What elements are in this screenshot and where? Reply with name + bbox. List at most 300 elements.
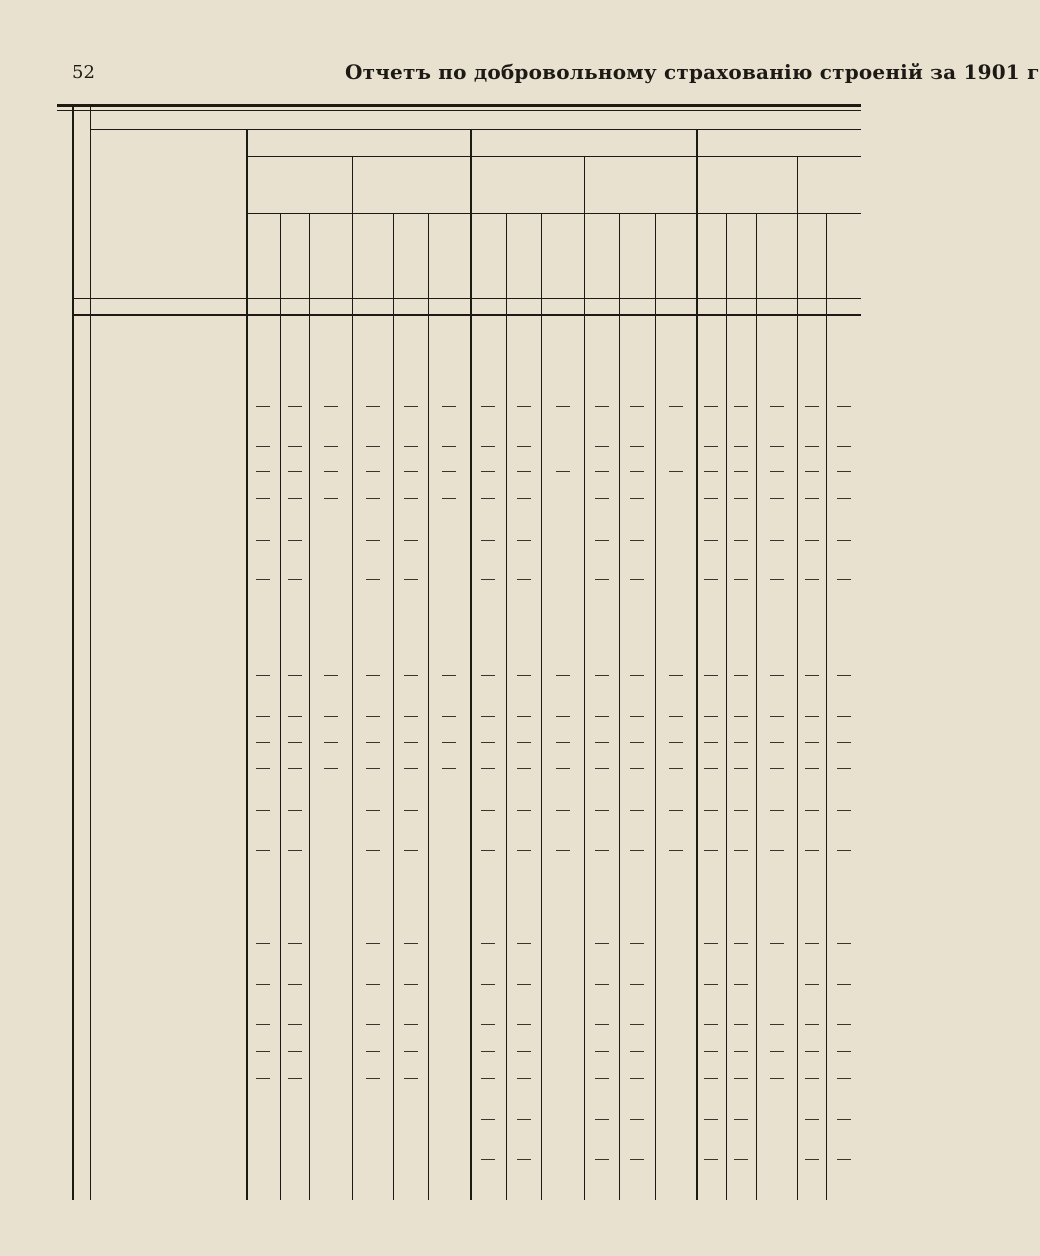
- value-cell: [657, 1136, 694, 1180]
- dash-cell: [517, 1119, 531, 1120]
- dash-cell: [734, 540, 748, 541]
- dash-cell: [256, 768, 270, 769]
- dash-cell: [704, 850, 718, 851]
- dash-cell: [805, 768, 819, 769]
- dash-cell: [324, 716, 338, 717]
- dash-cell: [704, 1024, 718, 1025]
- dash-cell: [366, 716, 380, 717]
- material-header: [352, 216, 393, 296]
- caption-rule: [90, 129, 861, 130]
- dash-cell: [442, 498, 456, 499]
- dash-cell: [704, 675, 718, 676]
- col-rule: [541, 213, 542, 1200]
- dash-cell: [366, 1051, 380, 1052]
- dash-cell: [805, 850, 819, 851]
- dash-cell: [404, 850, 418, 851]
- dash-cell: [288, 768, 302, 769]
- dash-cell: [517, 446, 531, 447]
- dash-cell: [630, 768, 644, 769]
- dash-cell: [837, 1051, 851, 1052]
- dash-cell: [404, 943, 418, 944]
- dash-cell: [288, 471, 302, 472]
- dash-cell: [837, 406, 851, 407]
- dash-cell: [481, 768, 495, 769]
- dash-cell: [404, 1051, 418, 1052]
- material-header: [726, 216, 756, 296]
- dash-cell: [481, 742, 495, 743]
- dash-cell: [734, 675, 748, 676]
- dash-cell: [837, 1024, 851, 1025]
- dash-cell: [669, 675, 683, 676]
- dash-cell: [288, 1078, 302, 1079]
- col-rule: [393, 213, 394, 1200]
- dash-cell: [442, 675, 456, 676]
- dash-cell: [595, 1051, 609, 1052]
- dash-cell: [481, 943, 495, 944]
- dash-cell: [556, 742, 570, 743]
- dash-cell: [595, 675, 609, 676]
- dash-cell: [404, 471, 418, 472]
- dash-cell: [288, 540, 302, 541]
- dash-cell: [734, 406, 748, 407]
- dash-cell: [837, 716, 851, 717]
- dash-cell: [770, 850, 784, 851]
- material-header: [428, 216, 470, 296]
- col-rule: [584, 156, 585, 1200]
- dash-cell: [288, 675, 302, 676]
- subgroup-header: [473, 164, 581, 210]
- dash-cell: [517, 1159, 531, 1160]
- dash-cell: [595, 446, 609, 447]
- dash-cell: [734, 446, 748, 447]
- dash-cell: [288, 810, 302, 811]
- dash-cell: [837, 498, 851, 499]
- dash-cell: [630, 675, 644, 676]
- dash-cell: [481, 446, 495, 447]
- dash-cell: [770, 471, 784, 472]
- dash-cell: [517, 579, 531, 580]
- dash-cell: [630, 943, 644, 944]
- dash-cell: [366, 850, 380, 851]
- dash-cell: [481, 498, 495, 499]
- dash-cell: [366, 446, 380, 447]
- dash-cell: [595, 768, 609, 769]
- col-rule: [726, 213, 727, 1200]
- dash-cell: [256, 850, 270, 851]
- dash-cell: [481, 716, 495, 717]
- dash-cell: [595, 1078, 609, 1079]
- dash-cell: [517, 810, 531, 811]
- dash-cell: [669, 810, 683, 811]
- top-rule-thin: [57, 110, 861, 111]
- dash-cell: [770, 540, 784, 541]
- dash-cell: [805, 675, 819, 676]
- dash-cell: [366, 498, 380, 499]
- col-rule: [655, 213, 656, 1200]
- top-rule-thick: [57, 104, 861, 107]
- dash-cell: [288, 446, 302, 447]
- dash-cell: [704, 1078, 718, 1079]
- dash-cell: [288, 850, 302, 851]
- dash-cell: [517, 498, 531, 499]
- dash-cell: [288, 498, 302, 499]
- dash-cell: [556, 675, 570, 676]
- page-number: 52: [72, 62, 95, 83]
- dash-cell: [481, 1051, 495, 1052]
- colnum-rule-top: [72, 298, 861, 299]
- dash-cell: [595, 850, 609, 851]
- dash-cell: [704, 579, 718, 580]
- col-rule: [797, 156, 798, 1200]
- dash-cell: [669, 471, 683, 472]
- dash-cell: [734, 1159, 748, 1160]
- col-rule: [619, 213, 620, 1200]
- dash-cell: [734, 1024, 748, 1025]
- litery-label: [74, 200, 88, 296]
- dash-cell: [770, 768, 784, 769]
- dash-cell: [442, 471, 456, 472]
- dash-cell: [770, 675, 784, 676]
- dash-cell: [805, 1078, 819, 1079]
- dash-cell: [595, 406, 609, 407]
- col-rule: [826, 213, 827, 1200]
- dash-cell: [837, 984, 851, 985]
- dash-cell: [805, 446, 819, 447]
- dash-cell: [256, 742, 270, 743]
- dash-cell: [481, 471, 495, 472]
- dash-cell: [404, 742, 418, 743]
- dash-cell: [324, 446, 338, 447]
- dash-cell: [517, 471, 531, 472]
- dash-cell: [481, 1024, 495, 1025]
- material-header: [696, 216, 726, 296]
- dash-cell: [704, 540, 718, 541]
- dash-cell: [366, 810, 380, 811]
- dash-cell: [704, 1159, 718, 1160]
- dash-cell: [630, 446, 644, 447]
- subgroup-header: [800, 164, 858, 210]
- material-header: [309, 216, 352, 296]
- dash-cell: [324, 742, 338, 743]
- dash-cell: [805, 406, 819, 407]
- col-rule: [428, 213, 429, 1200]
- dash-cell: [404, 579, 418, 580]
- dash-cell: [669, 742, 683, 743]
- dash-cell: [481, 406, 495, 407]
- material-header: [393, 216, 428, 296]
- dash-cell: [517, 984, 531, 985]
- dash-cell: [481, 675, 495, 676]
- dash-cell: [404, 406, 418, 407]
- dash-cell: [556, 406, 570, 407]
- material-header: [655, 216, 696, 296]
- dash-cell: [256, 675, 270, 676]
- dash-cell: [288, 742, 302, 743]
- dash-cell: [595, 810, 609, 811]
- litery-rule: [90, 106, 91, 1200]
- dash-cell: [366, 540, 380, 541]
- dash-cell: [704, 984, 718, 985]
- dash-cell: [256, 471, 270, 472]
- dash-cell: [595, 579, 609, 580]
- dash-cell: [366, 579, 380, 580]
- dash-cell: [256, 540, 270, 541]
- dash-cell: [366, 768, 380, 769]
- dash-cell: [256, 1051, 270, 1052]
- dash-cell: [595, 498, 609, 499]
- dash-cell: [256, 943, 270, 944]
- dash-cell: [517, 1024, 531, 1025]
- dash-cell: [734, 1119, 748, 1120]
- sub-rule: [246, 213, 861, 214]
- dash-cell: [770, 1024, 784, 1025]
- dash-cell: [805, 540, 819, 541]
- dash-cell: [734, 1051, 748, 1052]
- col-rule: [280, 213, 281, 1200]
- dash-cell: [837, 675, 851, 676]
- dash-cell: [734, 1078, 748, 1079]
- dash-cell: [837, 742, 851, 743]
- dash-cell: [770, 498, 784, 499]
- dash-cell: [805, 1119, 819, 1120]
- dash-cell: [630, 471, 644, 472]
- dash-cell: [630, 810, 644, 811]
- dash-cell: [805, 471, 819, 472]
- dash-cell: [256, 810, 270, 811]
- dash-cell: [288, 579, 302, 580]
- dash-cell: [770, 716, 784, 717]
- dash-cell: [324, 768, 338, 769]
- dash-cell: [669, 850, 683, 851]
- dash-cell: [366, 471, 380, 472]
- subgroup-header: [587, 164, 693, 210]
- material-header: [280, 216, 309, 296]
- dash-cell: [630, 579, 644, 580]
- dash-cell: [837, 1078, 851, 1079]
- dash-cell: [734, 742, 748, 743]
- dash-cell: [366, 1024, 380, 1025]
- dash-cell: [366, 1078, 380, 1079]
- dash-cell: [734, 579, 748, 580]
- dash-cell: [442, 742, 456, 743]
- dash-cell: [556, 471, 570, 472]
- dash-cell: [630, 742, 644, 743]
- dash-cell: [481, 1119, 495, 1120]
- dash-cell: [770, 579, 784, 580]
- dash-cell: [517, 768, 531, 769]
- dash-cell: [517, 1078, 531, 1079]
- dash-cell: [404, 675, 418, 676]
- dash-cell: [704, 498, 718, 499]
- dash-cell: [770, 1051, 784, 1052]
- dash-cell: [669, 768, 683, 769]
- dash-cell: [704, 406, 718, 407]
- dash-cell: [256, 579, 270, 580]
- dash-cell: [256, 406, 270, 407]
- dash-cell: [404, 1024, 418, 1025]
- dash-cell: [734, 984, 748, 985]
- dash-cell: [556, 810, 570, 811]
- dash-cell: [805, 716, 819, 717]
- dash-cell: [517, 716, 531, 717]
- dash-cell: [517, 742, 531, 743]
- dash-cell: [704, 716, 718, 717]
- dash-cell: [556, 768, 570, 769]
- dash-cell: [734, 810, 748, 811]
- dash-cell: [404, 810, 418, 811]
- dash-cell: [630, 540, 644, 541]
- dash-cell: [404, 540, 418, 541]
- dash-cell: [630, 984, 644, 985]
- dash-cell: [481, 984, 495, 985]
- dash-cell: [404, 768, 418, 769]
- col-rule: [309, 213, 310, 1200]
- dash-cell: [630, 716, 644, 717]
- dash-cell: [595, 1024, 609, 1025]
- dash-cell: [288, 1051, 302, 1052]
- dash-cell: [256, 984, 270, 985]
- dash-cell: [481, 810, 495, 811]
- dash-cell: [404, 716, 418, 717]
- dash-cell: [442, 768, 456, 769]
- dash-cell: [805, 742, 819, 743]
- dash-cell: [366, 742, 380, 743]
- colnum-rule-bottom: [72, 314, 861, 316]
- dash-cell: [704, 943, 718, 944]
- dash-cell: [256, 1024, 270, 1025]
- dash-cell: [805, 1024, 819, 1025]
- dash-cell: [805, 579, 819, 580]
- material-header: [619, 216, 655, 296]
- dash-cell: [324, 675, 338, 676]
- dash-cell: [734, 850, 748, 851]
- dash-cell: [837, 471, 851, 472]
- dash-cell: [256, 446, 270, 447]
- dash-cell: [288, 984, 302, 985]
- dash-cell: [595, 716, 609, 717]
- dash-cell: [442, 406, 456, 407]
- dash-cell: [404, 1078, 418, 1079]
- dash-cell: [669, 406, 683, 407]
- dash-cell: [595, 471, 609, 472]
- dash-cell: [704, 471, 718, 472]
- dash-cell: [734, 768, 748, 769]
- dash-cell: [770, 810, 784, 811]
- subgroup-header: [355, 164, 467, 210]
- col-rule: [756, 213, 757, 1200]
- dash-cell: [595, 742, 609, 743]
- dash-cell: [517, 540, 531, 541]
- dash-cell: [630, 1159, 644, 1160]
- dash-cell: [595, 984, 609, 985]
- dash-cell: [734, 943, 748, 944]
- dash-cell: [805, 498, 819, 499]
- page-title: Отчетъ по добровольному страхованію строеній за 1901 г: [345, 60, 1040, 84]
- dash-cell: [256, 498, 270, 499]
- dash-cell: [669, 716, 683, 717]
- dash-cell: [481, 579, 495, 580]
- material-header: [756, 216, 797, 296]
- dash-cell: [324, 471, 338, 472]
- dash-cell: [517, 943, 531, 944]
- dash-cell: [805, 1051, 819, 1052]
- dash-cell: [517, 1051, 531, 1052]
- dash-cell: [366, 406, 380, 407]
- dash-cell: [805, 984, 819, 985]
- dash-cell: [770, 1078, 784, 1079]
- dash-cell: [837, 943, 851, 944]
- material-header: [246, 216, 280, 296]
- material-header: [470, 216, 506, 296]
- col-rule: [352, 156, 353, 1200]
- dash-cell: [770, 446, 784, 447]
- dash-cell: [366, 675, 380, 676]
- dash-cell: [704, 1051, 718, 1052]
- dash-cell: [324, 406, 338, 407]
- dash-cell: [256, 1078, 270, 1079]
- dash-cell: [805, 943, 819, 944]
- dash-cell: [837, 579, 851, 580]
- dash-cell: [770, 406, 784, 407]
- material-header: [584, 216, 619, 296]
- dash-cell: [556, 850, 570, 851]
- dash-cell: [595, 1119, 609, 1120]
- dash-cell: [481, 540, 495, 541]
- dash-cell: [288, 406, 302, 407]
- material-header: [797, 216, 826, 296]
- col-rule: [506, 213, 507, 1200]
- dash-cell: [704, 742, 718, 743]
- dash-cell: [630, 1024, 644, 1025]
- dash-cell: [704, 1119, 718, 1120]
- dash-cell: [630, 1119, 644, 1120]
- dash-cell: [481, 850, 495, 851]
- group-rule: [246, 156, 861, 157]
- dash-cell: [837, 540, 851, 541]
- dash-cell: [770, 943, 784, 944]
- subgroup-header: [249, 164, 349, 210]
- dash-cell: [288, 1024, 302, 1025]
- dash-cell: [837, 768, 851, 769]
- dash-cell: [770, 742, 784, 743]
- dash-cell: [837, 1119, 851, 1120]
- dash-cell: [595, 1159, 609, 1160]
- dash-cell: [704, 810, 718, 811]
- dash-cell: [481, 1078, 495, 1079]
- dash-cell: [837, 446, 851, 447]
- dash-cell: [517, 675, 531, 676]
- dash-cell: [404, 984, 418, 985]
- dash-cell: [442, 716, 456, 717]
- dash-cell: [630, 850, 644, 851]
- dash-cell: [324, 498, 338, 499]
- dash-cell: [404, 446, 418, 447]
- dash-cell: [734, 498, 748, 499]
- dash-cell: [517, 406, 531, 407]
- material-header: [541, 216, 584, 296]
- material-header: [506, 216, 541, 296]
- dash-cell: [595, 943, 609, 944]
- dash-cell: [630, 1078, 644, 1079]
- dash-cell: [704, 768, 718, 769]
- dash-cell: [805, 810, 819, 811]
- dash-cell: [805, 1159, 819, 1160]
- dash-cell: [595, 540, 609, 541]
- dash-cell: [630, 498, 644, 499]
- dash-cell: [630, 406, 644, 407]
- dash-cell: [704, 446, 718, 447]
- dash-cell: [734, 716, 748, 717]
